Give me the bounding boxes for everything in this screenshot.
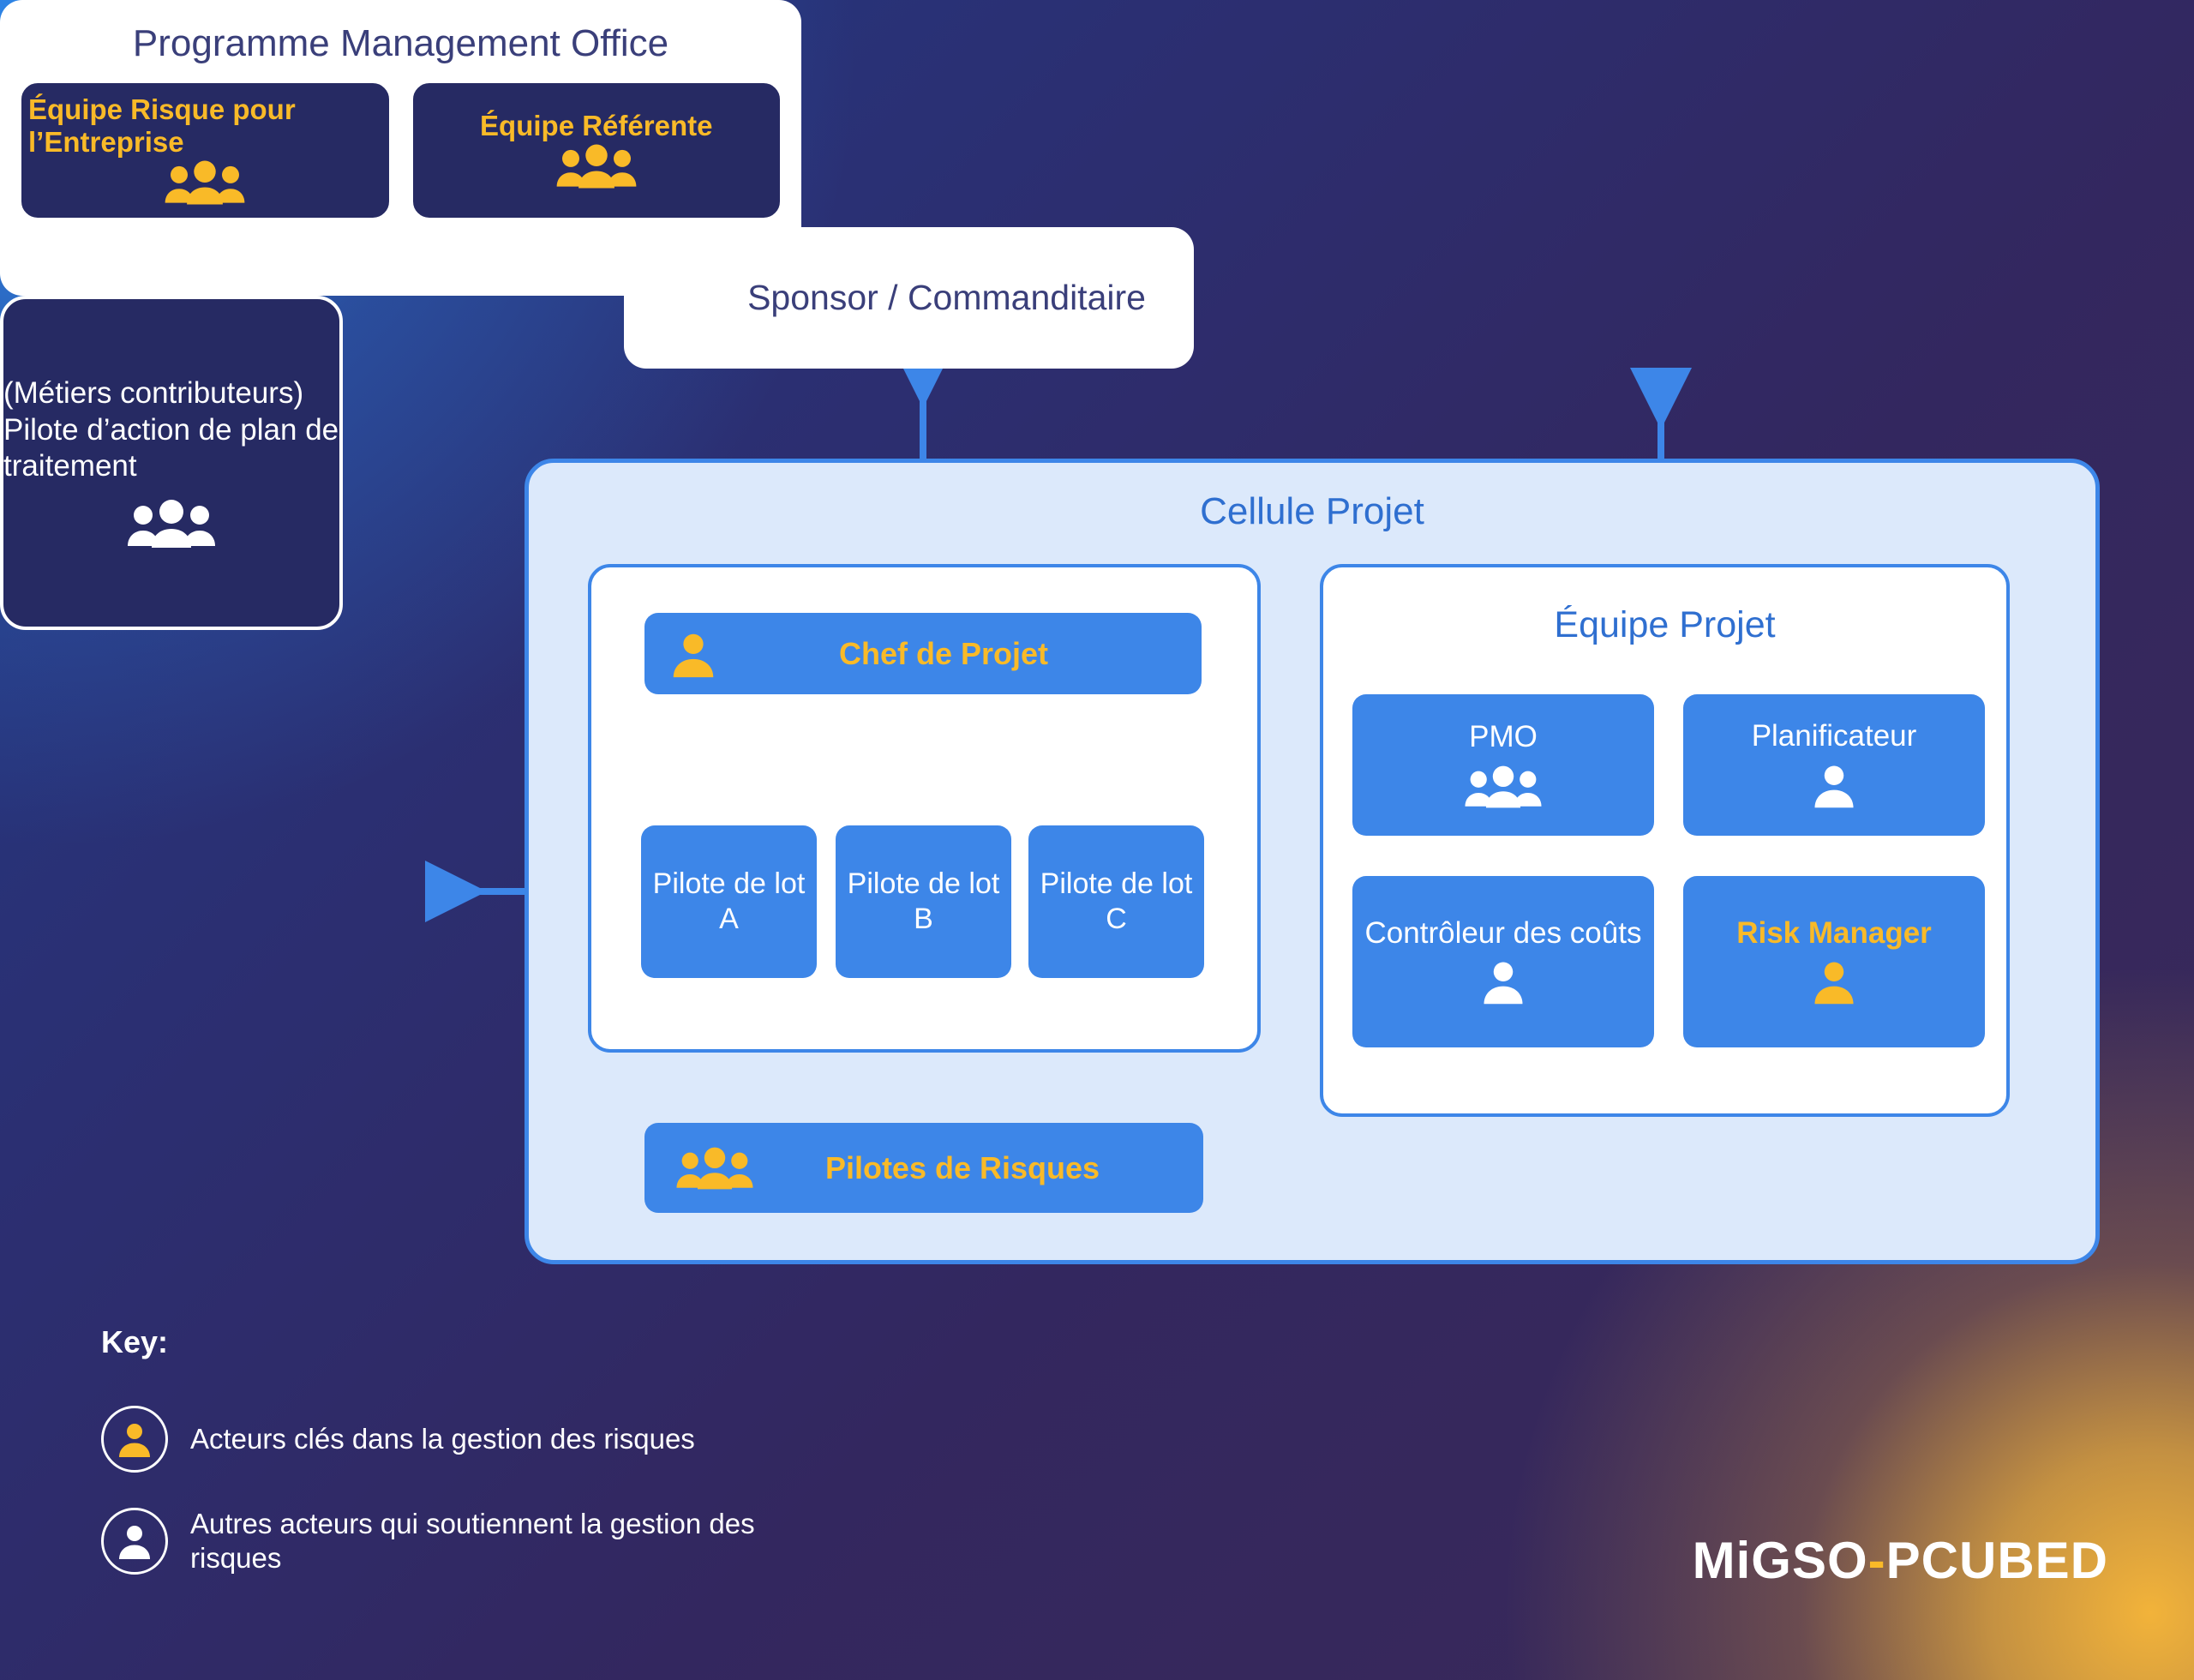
cellule-projet-title: Cellule Projet xyxy=(1200,490,1424,532)
equipe-member-planificateur-label: Planificateur xyxy=(1751,719,1917,753)
pilotes-de-risques-card[interactable] xyxy=(644,1123,1203,1213)
group-icon xyxy=(674,1145,756,1191)
pilote-de-lot-a-label: Pilote de lot A xyxy=(652,867,806,935)
metiers-label: (Métiers contributeurs) Pilote d’action de plan de traitement xyxy=(3,375,339,483)
pilote-de-lot-a-card[interactable] xyxy=(641,825,817,978)
group-icon xyxy=(124,497,219,550)
pilote-de-lot-c-card[interactable] xyxy=(1028,825,1204,978)
pmo-card-entreprise-label: Équipe Risque pour l’Entreprise xyxy=(28,93,296,158)
pilotes-de-risques-label: Pilotes de Risques xyxy=(824,1149,1100,1185)
pmo-card-referente[interactable] xyxy=(411,81,783,220)
key-item-primary xyxy=(101,1406,695,1473)
chef-de-projet-card[interactable] xyxy=(644,613,1202,694)
key-item-secondary xyxy=(101,1507,807,1576)
group-icon xyxy=(162,158,248,207)
pmo-title: Programme Management Office xyxy=(132,22,669,64)
key-item-secondary-label: Autres acteurs qui soutiennent la gestion des risques xyxy=(190,1508,755,1575)
logo-text-right: PCUBED xyxy=(1885,1532,2108,1589)
pmo-card-referente-label: Équipe Référente xyxy=(480,109,713,141)
group-icon xyxy=(1462,764,1544,810)
pmo-card-entreprise[interactable] xyxy=(19,81,392,220)
key-item-primary-label: Acteurs clés dans la gestion des risques xyxy=(190,1422,695,1455)
person-icon-gold xyxy=(101,1406,168,1473)
group-icon xyxy=(554,141,639,191)
logo-separator: - xyxy=(1867,1532,1886,1589)
pilote-de-lot-b-card[interactable] xyxy=(836,825,1011,978)
equipe-member-risk-manager[interactable] xyxy=(1683,876,1985,1047)
brand-logo xyxy=(1693,1531,2108,1590)
person-icon xyxy=(1478,956,1529,1007)
equipe-member-controleur[interactable] xyxy=(1352,876,1654,1047)
equipe-projet-title: Équipe Projet xyxy=(1554,604,1776,645)
person-icon-white xyxy=(101,1508,168,1575)
key-title: Key: xyxy=(101,1324,169,1359)
equipe-member-risk-manager-label: Risk Manager xyxy=(1736,915,1932,950)
sponsor-label: Sponsor / Commanditaire xyxy=(747,277,1146,317)
equipe-member-pmo-label: PMO xyxy=(1469,720,1538,754)
person-icon xyxy=(667,627,720,681)
logo-text-left: MiGSO xyxy=(1692,1532,1868,1589)
pilote-de-lot-c-label: Pilote de lot C xyxy=(1040,867,1193,935)
equipe-member-controleur-label: Contrôleur des coûts xyxy=(1364,915,1642,950)
chef-de-projet-label: Chef de Projet xyxy=(838,635,1049,671)
person-icon xyxy=(660,261,734,335)
sponsor-card[interactable] xyxy=(624,227,1194,369)
person-icon xyxy=(1808,956,1860,1007)
equipe-member-planificateur[interactable] xyxy=(1683,694,1985,836)
pilote-de-lot-b-label: Pilote de lot B xyxy=(847,867,1000,935)
metiers-contributeurs-card[interactable] xyxy=(0,296,343,630)
person-icon xyxy=(1808,759,1860,811)
equipe-member-pmo[interactable] xyxy=(1352,694,1654,836)
